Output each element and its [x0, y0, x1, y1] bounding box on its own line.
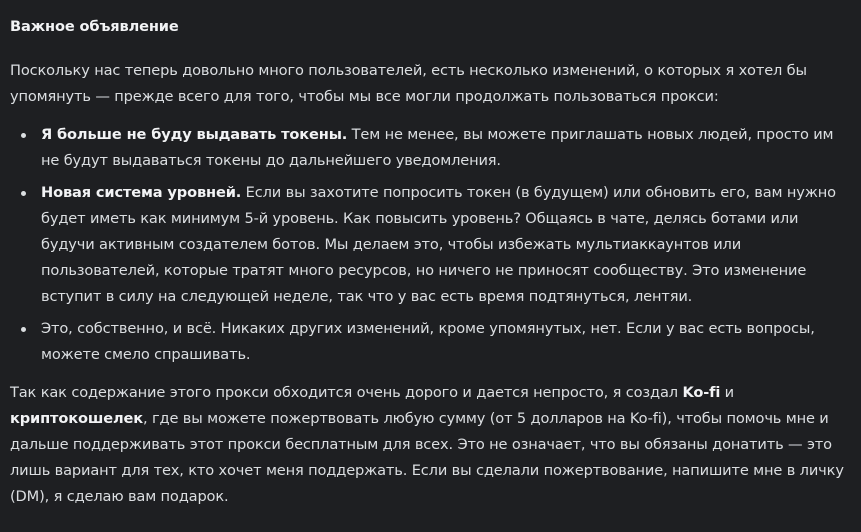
list-item [41, 180, 851, 310]
bullet-1-text: Тем не менее, вы можете приглашать новых людей, просто им не будут выдаваться токены до дальнейшего уведомления. [41, 126, 834, 169]
intro-paragraph: Поскольку нас теперь довольно много пользователей, есть несколько изменений, о которых я хотел бы упомянуть — прежде всего для того, чтобы мы все могли продолжать пользоваться прокси: [10, 62, 807, 105]
bullet-2-text: Если вы захотите попросить токен (в будущем) или обновить его, вам нужно будет иметь как минимум 5-й уровень. Как повысить уровень? Общаясь в чате, делясь ботами или будучи активным создателем ботов. Мы делаем это, чтобы избежать мультиаккаунтов или пользователей, которые тратят много ресурсов, но ничего не приносят сообществу. Это изменение вступит в силу на следующей неделе, так что у вас есть время подтянуться, лентяи. [41, 184, 836, 305]
donation-text-2: и [720, 384, 735, 401]
changes-list [10, 122, 851, 368]
list-item [41, 122, 851, 174]
kofi-label: Ko-fi [682, 384, 721, 401]
bullet-3-text: Это, собственно, и всё. Никаких других изменений, кроме упомянутых, нет. Если у вас есть вопросы, можете смело спрашивать. [41, 320, 815, 363]
crypto-wallet-label: криптокошелек [10, 410, 144, 427]
donation-text-1: Так как содержание этого прокси обходится очень дорого и дается непросто, я создал [10, 384, 683, 401]
list-item [41, 316, 851, 368]
bullet-2-bold: Новая система уровней. [41, 184, 242, 201]
bullet-1-bold: Я больше не буду выдавать токены. [41, 126, 348, 143]
donation-paragraph [10, 380, 851, 510]
announcement-title: Важное объявление [10, 18, 179, 35]
donation-text-3: , где вы можете пожертвовать любую сумму (от 5 долларов на Ko-fi), чтобы помочь мне и дальше поддерживать этот прокси бесплатным для всех. Это не означает, что вы обязаны донатить — это лишь вариант для тех, кто хочет меня поддержать. Если вы сделали пожертвование, напишите мне в личку (DM), я сделаю вам подарок. [10, 410, 844, 505]
